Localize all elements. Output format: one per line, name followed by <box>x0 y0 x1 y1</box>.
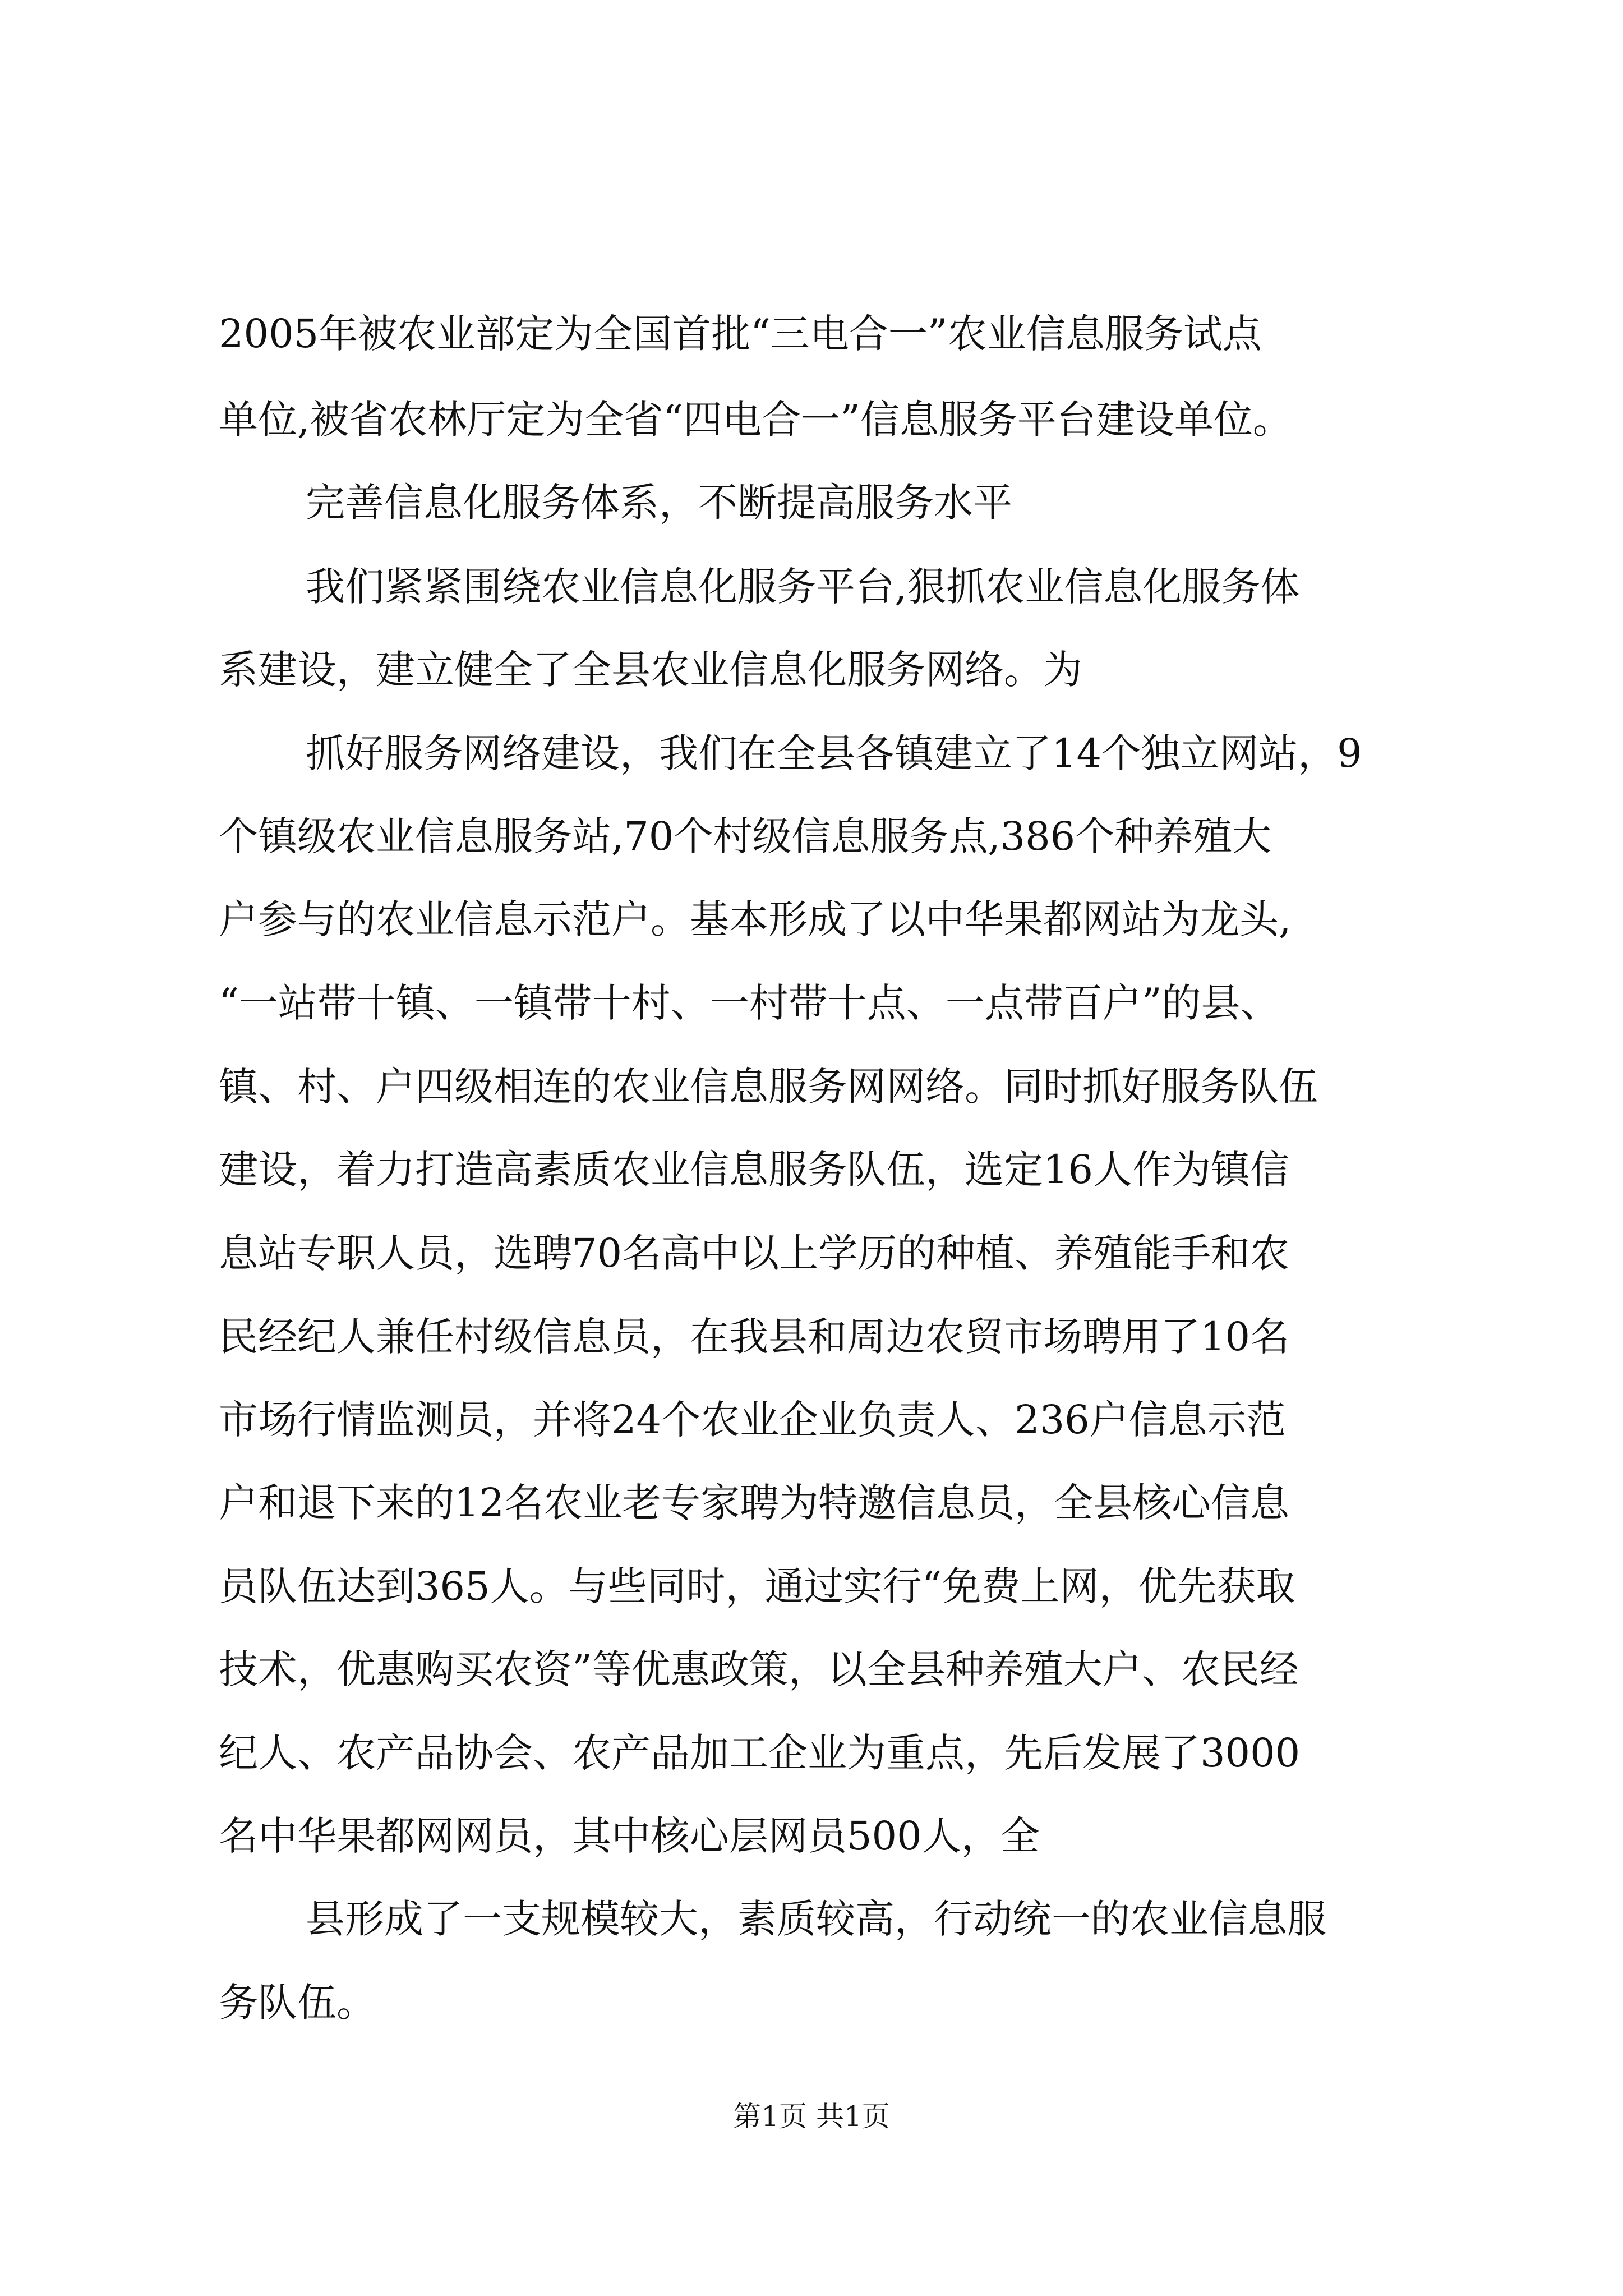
text-line-20: 县形成了一支规模较大，素质较高，行动统一的农业信息服 <box>306 1896 1326 1942</box>
text-line-21: 务队伍。 <box>219 1980 376 2026</box>
text-line-16: 员队伍达到365人。与些同时，通过实行“免费上网，优先获取 <box>219 1563 1295 1609</box>
text-line-10: 镇、村、户四级相连的农业信息服务网网络。同时抓好服务队伍 <box>219 1064 1318 1110</box>
text-line-14: 市场行情监测员，并将24个农业企业负责人、236户信息示范 <box>219 1397 1286 1443</box>
text-line-6: 抓好服务网络建设，我们在全县各镇建立了14个独立网站，9 <box>306 730 1362 776</box>
text-line-11: 建设，着力打造高素质农业信息服务队伍，选定16人作为镇信 <box>219 1147 1290 1193</box>
text-line-8: 户参与的农业信息示范户。基本形成了以中华果都网站为龙头, <box>219 896 1292 942</box>
section-heading: 完善信息化服务体系，不断提高服务水平 <box>306 480 1012 526</box>
text-line-19: 名中华果都网网员，其中核心层网员500人，全 <box>219 1813 1040 1859</box>
text-line-2: 单位,被省农林厅定为全省“四电合一”信息服务平台建设单位。 <box>219 397 1292 443</box>
text-line-1: 2005年被农业部定为全国首批“三电合一”农业信息服务试点 <box>219 311 1262 357</box>
text-line-15: 户和退下来的12名农业老专家聘为特邀信息员，全县核心信息 <box>219 1480 1290 1526</box>
text-line-7: 个镇级农业信息服务站,70个村级信息服务点,386个种养殖大 <box>219 813 1272 859</box>
text-line-5: 系建设，建立健全了全县农业信息化服务网络。为 <box>219 647 1082 693</box>
text-line-13: 民经纪人兼任村级信息员，在我县和周边农贸市场聘用了10名 <box>219 1314 1290 1360</box>
text-line-12: 息站专职人员，选聘70名高中以上学历的种植、养殖能手和农 <box>219 1230 1290 1276</box>
text-line-4: 我们紧紧围绕农业信息化服务平台,狠抓农业信息化服务体 <box>306 564 1300 610</box>
text-line-18: 纪人、农产品协会、农产品加工企业为重点，先后发展了3000 <box>219 1730 1301 1776</box>
page-footer: 第1页 共1页 <box>733 2100 890 2133</box>
text-line-17: 技术，优惠购买农资”等优惠政策，以全县种养殖大户、农民经 <box>219 1646 1299 1692</box>
text-line-9: “一站带十镇、一镇带十村、一村带十点、一点带百户”的县、 <box>219 980 1280 1026</box>
